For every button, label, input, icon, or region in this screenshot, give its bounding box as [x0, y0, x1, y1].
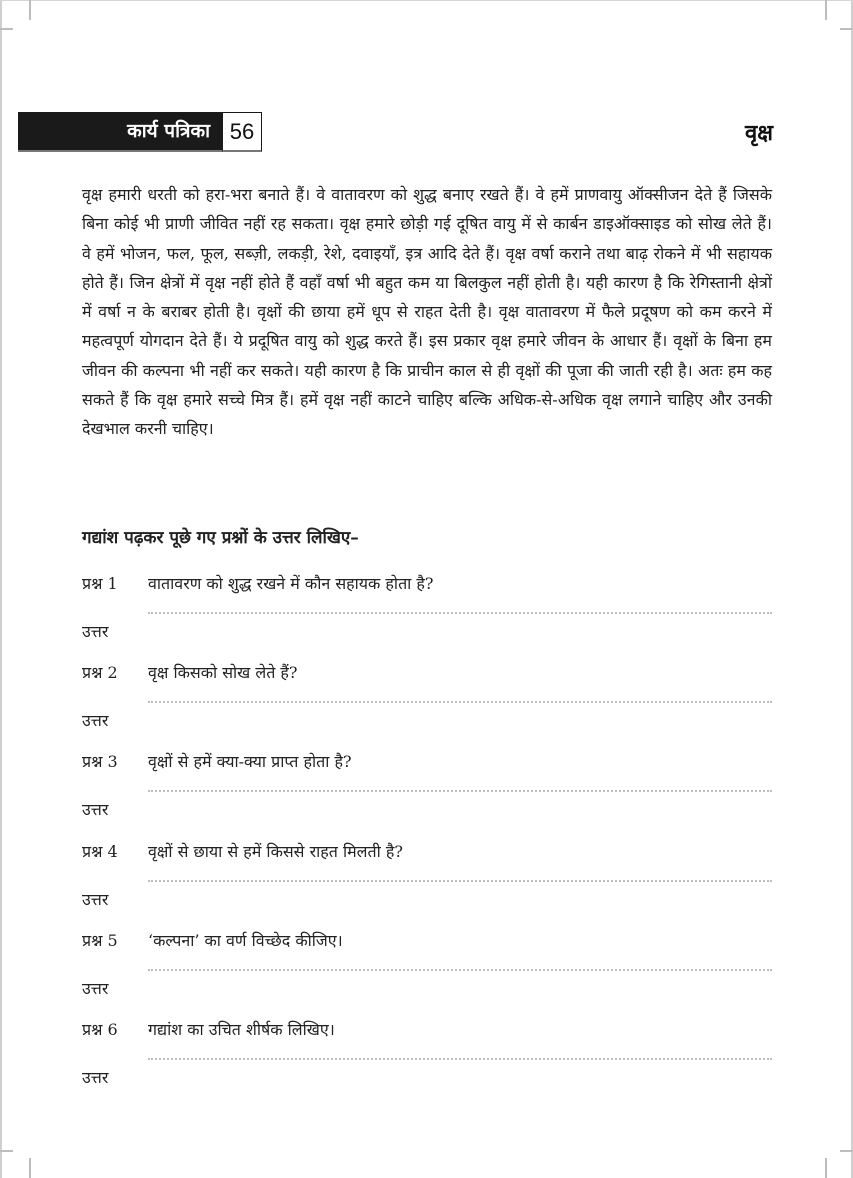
- question: [82, 661, 772, 683]
- question: [82, 750, 772, 772]
- question: [82, 1018, 772, 1040]
- question-text: वातावरण को शुद्ध रखने में कौन सहायक होता है?: [148, 574, 434, 593]
- answer-line[interactable]: [148, 969, 772, 971]
- answer-label: उत्तर: [82, 1068, 109, 1087]
- question-number: प्रश्न 3: [82, 752, 118, 771]
- crop-mark: [29, 1158, 31, 1178]
- question: [82, 929, 772, 951]
- question: [82, 572, 772, 594]
- answer-label: उत्तर: [82, 622, 109, 641]
- worksheet-label: कार्य पत्रिका: [127, 120, 210, 142]
- question-text: वृक्षों से छाया से हमें किससे राहत मिलती है?: [148, 842, 403, 861]
- crop-mark: [840, 1150, 853, 1152]
- question-block: [82, 840, 772, 910]
- question-text: वृक्ष किसको सोख लेते हैं?: [148, 663, 298, 682]
- crop-mark: [840, 28, 853, 30]
- answer-line[interactable]: [148, 880, 772, 882]
- worksheet-header-bar: [18, 112, 222, 152]
- instruction-heading: गद्यांश पढ़कर पूछे गए प्रश्नों के उत्तर लिखिए–: [82, 528, 359, 548]
- question-block: [82, 750, 772, 820]
- question-block: [82, 572, 772, 642]
- answer-label: उत्तर: [82, 711, 109, 730]
- crop-mark: [825, 0, 827, 20]
- question-number: प्रश्न 4: [82, 842, 118, 861]
- crop-mark: [0, 1150, 13, 1152]
- question-text: गद्यांश का उचित शीर्षक लिखिए।: [148, 1020, 335, 1039]
- answer-line[interactable]: [148, 701, 772, 703]
- crop-mark: [825, 1158, 827, 1178]
- question-number: प्रश्न 2: [82, 663, 118, 682]
- reading-passage: वृक्ष हमारी धरती को हरा-भरा बनाते हैं। वे वातावरण को शुद्ध बनाए रखते हैं। वे हमें प्राणवायु ऑक्सीजन देते हैं जिसके बिना कोई भी प्राणी जीवित नहीं रह सकता। वृक्ष हमारे छोड़ी गई दूषित वायु में से कार्बन डाइऑक्साइड को सोख लेते हैं। वे हमें भोजन, फल, फूल, सब्ज़ी, लकड़ी, रेशे, दवाइयाँ, इत्र आदि देते हैं। वृक्ष वर्षा कराने तथा बाढ़ रोकने में भी सहायक होते हैं। जिन क्षेत्रों में वृक्ष नहीं होते हैं वहाँ वर्षा भी बहुत कम या बिलकुल नहीं होती है। यही कारण है कि रेगिस्तानी क्षेत्रों में वर्षा न के बराबर होती है। वृक्षों की छाया हमें धूप से राहत देती है। वृक्ष वातावरण में फैले प्रदूषण को कम करने में महत्वपूर्ण योगदान देते हैं। ये प्रदूषित वायु को शुद्ध करते हैं। इस प्रकार वृक्ष हमारे जीवन के आधार हैं। वृक्षों के बिना हम जीवन की कल्पना भी नहीं कर सकते। यही कारण है कि प्राचीन काल से ही वृक्षों की पूजा की जाती रही है। अतः हम कह सकते हैं कि वृक्ष हमारे सच्चे मित्र हैं। हमें वृक्ष नहीं काटने चाहिए बल्कि अधिक-से-अधिक वृक्ष लगाने चाहिए और उनकी देखभाल करनी चाहिए।: [82, 185, 772, 439]
- question-number: प्रश्न 6: [82, 1020, 118, 1039]
- answer-label: उत्तर: [82, 979, 109, 998]
- answer-line[interactable]: [148, 612, 772, 614]
- answer-row: [82, 701, 772, 731]
- answer-row: [82, 612, 772, 642]
- question-block: [82, 929, 772, 999]
- question-text: ‘कल्पना’ का वर्ण विच्छेद कीजिए।: [148, 931, 343, 950]
- topic-title: वृक्ष: [744, 121, 773, 146]
- question-number: प्रश्न 1: [82, 574, 118, 593]
- question-number: प्रश्न 5: [82, 931, 118, 950]
- answer-row: [82, 969, 772, 999]
- answer-row: [82, 790, 772, 820]
- question-block: [82, 1018, 772, 1088]
- worksheet-number: 56: [222, 112, 262, 152]
- answer-row: [82, 1058, 772, 1088]
- page-edge-left: [0, 0, 2, 1178]
- crop-mark: [0, 28, 13, 30]
- crop-mark: [29, 0, 31, 20]
- page-edge-top: [0, 0, 853, 1]
- question-text: वृक्षों से हमें क्या-क्या प्राप्त होता है?: [148, 752, 352, 771]
- answer-label: उत्तर: [82, 890, 109, 909]
- answer-line[interactable]: [148, 1058, 772, 1060]
- answer-label: उत्तर: [82, 800, 109, 819]
- answer-row: [82, 880, 772, 910]
- question-block: [82, 661, 772, 731]
- answer-line[interactable]: [148, 790, 772, 792]
- question: [82, 840, 772, 862]
